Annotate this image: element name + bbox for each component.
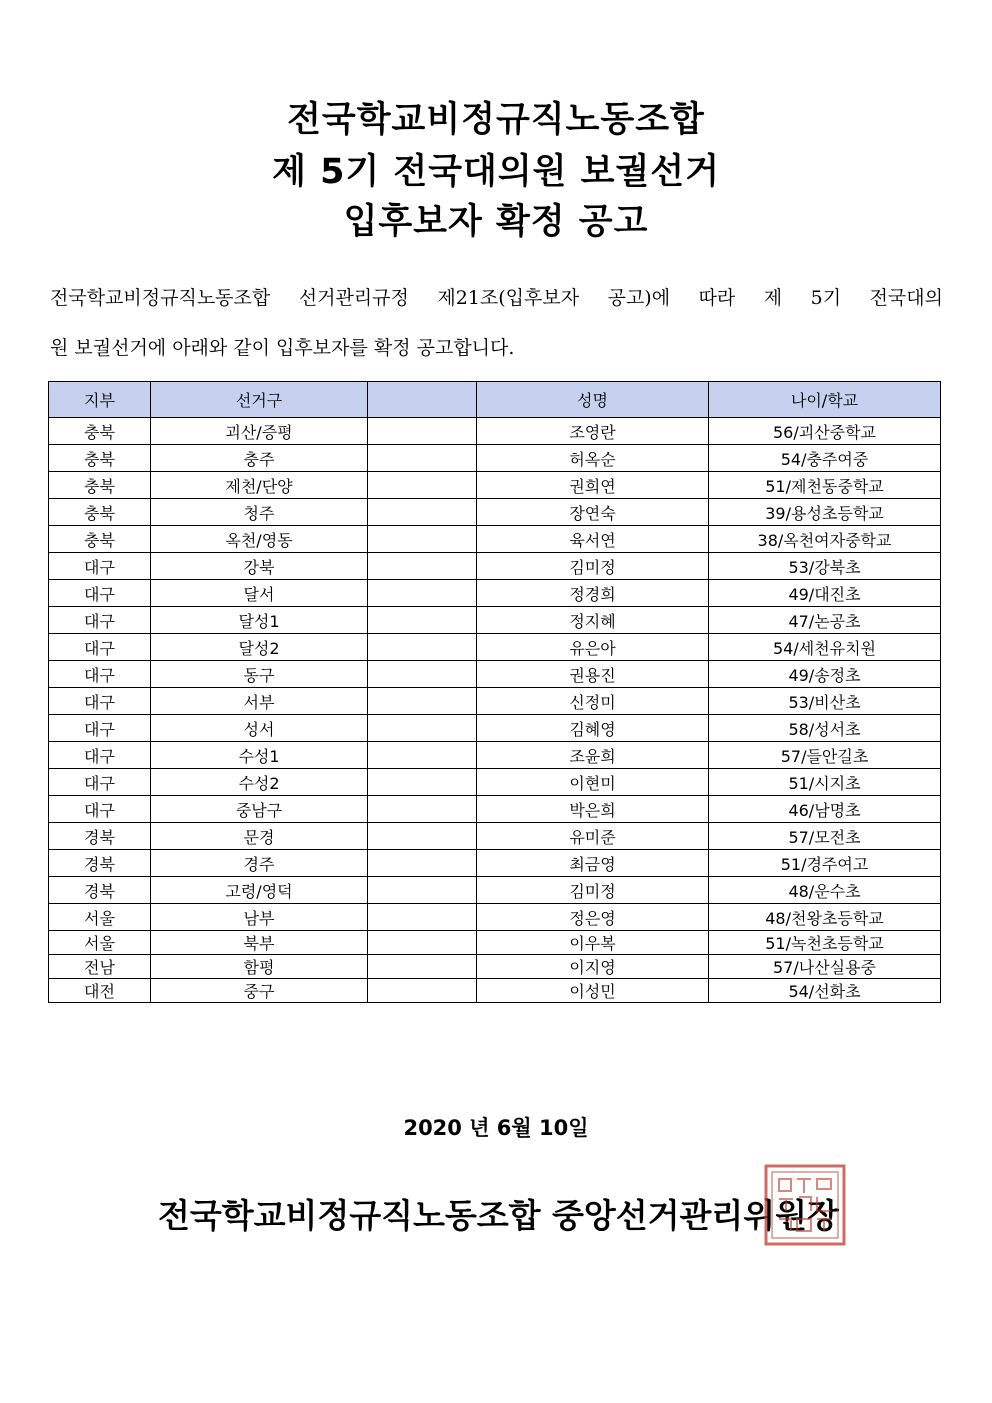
table-row xyxy=(49,742,941,769)
cell-blank xyxy=(368,499,477,526)
cell-name: 허옥순 xyxy=(477,445,709,472)
table-row xyxy=(49,823,941,850)
cell-blank xyxy=(368,580,477,607)
cell-branch: 충북 xyxy=(49,418,151,445)
cell-blank xyxy=(368,796,477,823)
cell-blank xyxy=(368,823,477,850)
cell-name: 김혜영 xyxy=(477,715,709,742)
table-row xyxy=(49,796,941,823)
cell-district: 함평 xyxy=(151,955,368,979)
cell-name: 김미정 xyxy=(477,877,709,904)
cell-district: 수성1 xyxy=(151,742,368,769)
cell-blank xyxy=(368,526,477,553)
cell-age-school: 57/들안길초 xyxy=(709,742,941,769)
cell-name: 조윤희 xyxy=(477,742,709,769)
cell-name: 박은희 xyxy=(477,796,709,823)
table-row xyxy=(49,877,941,904)
cell-branch: 경북 xyxy=(49,823,151,850)
cell-age-school: 48/운수초 xyxy=(709,877,941,904)
cell-blank xyxy=(368,931,477,955)
table-row xyxy=(49,931,941,955)
cell-blank xyxy=(368,445,477,472)
committee-signature: 전국학교비정규직노동조합 중앙선거관리위원장 xyxy=(158,1196,839,1235)
cell-age-school: 48/천왕초등학교 xyxy=(709,904,941,931)
table-row xyxy=(49,769,941,796)
cell-age-school: 47/논공초 xyxy=(709,607,941,634)
cell-age-school: 53/비산초 xyxy=(709,688,941,715)
table-row xyxy=(49,472,941,499)
candidate-table xyxy=(48,381,941,1003)
cell-age-school: 58/성서초 xyxy=(709,715,941,742)
cell-district: 청주 xyxy=(151,499,368,526)
cell-age-school: 51/경주여고 xyxy=(709,850,941,877)
cell-branch: 대구 xyxy=(49,688,151,715)
table-row xyxy=(49,634,941,661)
cell-district: 문경 xyxy=(151,823,368,850)
cell-age-school: 54/선화초 xyxy=(709,979,941,1003)
table-row xyxy=(49,499,941,526)
cell-name: 정은영 xyxy=(477,904,709,931)
intro-paragraph-line2: 원 보궐선거에 아래와 같이 입후보자를 확정 공고합니다. xyxy=(50,337,515,359)
cell-branch: 서울 xyxy=(49,904,151,931)
cell-name: 신정미 xyxy=(477,688,709,715)
notice-title-line1: 전국학교비정규직노동조합 xyxy=(287,100,705,140)
header-age-school: 나이/학교 xyxy=(709,382,941,418)
notice-title-line3: 입후보자 확정 공고 xyxy=(343,202,649,242)
cell-age-school: 51/시지초 xyxy=(709,769,941,796)
cell-age-school: 51/녹천초등학교 xyxy=(709,931,941,955)
cell-blank xyxy=(368,715,477,742)
table-row xyxy=(49,688,941,715)
cell-district: 중구 xyxy=(151,979,368,1003)
table-header-row xyxy=(49,382,941,418)
table-row xyxy=(49,904,941,931)
cell-name: 조영란 xyxy=(477,418,709,445)
cell-district: 북부 xyxy=(151,931,368,955)
cell-district: 옥천/영동 xyxy=(151,526,368,553)
cell-name: 유미준 xyxy=(477,823,709,850)
official-seal-icon xyxy=(763,1163,847,1247)
notice-date: 2020 년 6월 10일 xyxy=(403,1116,589,1140)
cell-age-school: 51/제천동중학교 xyxy=(709,472,941,499)
cell-name: 장연숙 xyxy=(477,499,709,526)
cell-branch: 서울 xyxy=(49,931,151,955)
cell-branch: 대구 xyxy=(49,661,151,688)
cell-name: 육서연 xyxy=(477,526,709,553)
cell-name: 이성민 xyxy=(477,979,709,1003)
cell-age-school: 57/모전초 xyxy=(709,823,941,850)
cell-branch: 경북 xyxy=(49,850,151,877)
header-name: 성명 xyxy=(477,382,709,418)
cell-blank xyxy=(368,418,477,445)
table-row xyxy=(49,955,941,979)
table-row xyxy=(49,553,941,580)
cell-branch: 대구 xyxy=(49,553,151,580)
cell-district: 동구 xyxy=(151,661,368,688)
table-row xyxy=(49,607,941,634)
cell-name: 최금영 xyxy=(477,850,709,877)
table-row xyxy=(49,850,941,877)
cell-name: 정경희 xyxy=(477,580,709,607)
table-row xyxy=(49,979,941,1003)
notice-title-line2: 제 5기 전국대의원 보궐선거 xyxy=(272,152,720,192)
cell-name: 이우복 xyxy=(477,931,709,955)
cell-age-school: 57/나산실용중 xyxy=(709,955,941,979)
cell-district: 남부 xyxy=(151,904,368,931)
cell-district: 경주 xyxy=(151,850,368,877)
table-body xyxy=(49,418,941,1003)
cell-name: 권용진 xyxy=(477,661,709,688)
table-row xyxy=(49,526,941,553)
cell-age-school: 38/옥천여자중학교 xyxy=(709,526,941,553)
cell-blank xyxy=(368,661,477,688)
table-row xyxy=(49,661,941,688)
cell-branch: 충북 xyxy=(49,472,151,499)
cell-name: 이지영 xyxy=(477,955,709,979)
table-row xyxy=(49,445,941,472)
cell-branch: 대구 xyxy=(49,715,151,742)
cell-district: 서부 xyxy=(151,688,368,715)
cell-branch: 대구 xyxy=(49,796,151,823)
cell-branch: 충북 xyxy=(49,445,151,472)
cell-blank xyxy=(368,979,477,1003)
cell-blank xyxy=(368,688,477,715)
cell-district: 괴산/증평 xyxy=(151,418,368,445)
cell-name: 권희연 xyxy=(477,472,709,499)
cell-blank xyxy=(368,769,477,796)
cell-blank xyxy=(368,742,477,769)
cell-name: 김미정 xyxy=(477,553,709,580)
cell-age-school: 53/강북초 xyxy=(709,553,941,580)
cell-branch: 전남 xyxy=(49,955,151,979)
cell-blank xyxy=(368,955,477,979)
cell-age-school: 54/세천유치원 xyxy=(709,634,941,661)
cell-branch: 대구 xyxy=(49,634,151,661)
cell-branch: 대구 xyxy=(49,607,151,634)
cell-age-school: 39/용성초등학교 xyxy=(709,499,941,526)
cell-branch: 충북 xyxy=(49,526,151,553)
cell-branch: 경북 xyxy=(49,877,151,904)
cell-age-school: 49/송정초 xyxy=(709,661,941,688)
cell-branch: 대구 xyxy=(49,742,151,769)
cell-blank xyxy=(368,634,477,661)
table-row xyxy=(49,418,941,445)
cell-blank xyxy=(368,904,477,931)
cell-branch: 대전 xyxy=(49,979,151,1003)
cell-blank xyxy=(368,850,477,877)
cell-branch: 대구 xyxy=(49,769,151,796)
cell-blank xyxy=(368,553,477,580)
cell-district: 달서 xyxy=(151,580,368,607)
cell-branch: 충북 xyxy=(49,499,151,526)
cell-age-school: 56/괴산중학교 xyxy=(709,418,941,445)
table-row xyxy=(49,715,941,742)
cell-branch: 대구 xyxy=(49,580,151,607)
header-blank xyxy=(368,382,477,418)
cell-blank xyxy=(368,607,477,634)
cell-blank xyxy=(368,472,477,499)
cell-district: 중남구 xyxy=(151,796,368,823)
intro-paragraph-line1: 전국학교비정규직노동조합 선거관리규정 제21조(입후보자 공고)에 따라 제 5기 전국대의 xyxy=(50,287,943,309)
cell-district: 제천/단양 xyxy=(151,472,368,499)
cell-age-school: 54/충주여중 xyxy=(709,445,941,472)
cell-blank xyxy=(368,877,477,904)
cell-district: 충주 xyxy=(151,445,368,472)
cell-name: 이현미 xyxy=(477,769,709,796)
cell-district: 수성2 xyxy=(151,769,368,796)
header-district: 선거구 xyxy=(151,382,368,418)
cell-district: 고령/영덕 xyxy=(151,877,368,904)
table-row xyxy=(49,580,941,607)
cell-name: 정지혜 xyxy=(477,607,709,634)
cell-name: 유은아 xyxy=(477,634,709,661)
cell-district: 성서 xyxy=(151,715,368,742)
cell-age-school: 46/남명초 xyxy=(709,796,941,823)
header-branch: 지부 xyxy=(49,382,151,418)
cell-age-school: 49/대진초 xyxy=(709,580,941,607)
cell-district: 강북 xyxy=(151,553,368,580)
cell-district: 달성2 xyxy=(151,634,368,661)
cell-district: 달성1 xyxy=(151,607,368,634)
